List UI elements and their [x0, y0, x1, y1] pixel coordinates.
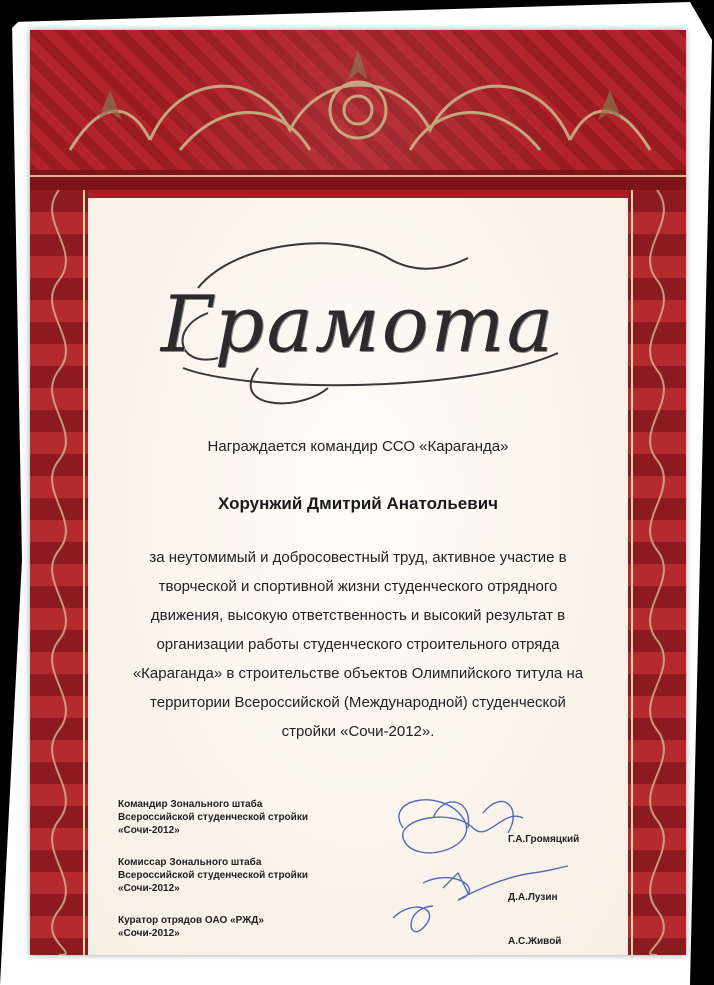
signatory-title: Всероссийской студенческой стройки	[118, 812, 308, 823]
title-block	[88, 218, 628, 408]
citation-line: стройки «Сочи-2012».	[281, 723, 435, 740]
certificate-title: Грамота	[160, 280, 556, 370]
ornamental-left-border	[30, 190, 88, 955]
ornamental-top-border	[30, 30, 686, 190]
recipient-name: Хорунжий Дмитрий Анатольевич	[217, 494, 499, 513]
citation-line: «Караганда» в строительстве объектов Олимпийского титула на	[132, 665, 584, 682]
certificate	[30, 30, 686, 955]
citation-line: за неутомимый и добросовестный труд, активное участие в	[149, 549, 567, 566]
awarded-line: Награждается командир ССО «Караганда»	[207, 438, 509, 455]
signatory-title: «Сочи-2012»	[118, 928, 180, 939]
handwritten-signatures	[373, 788, 573, 948]
certificate-paper	[88, 198, 628, 955]
signatory-title: Куратор отрядов ОАО «РЖД»	[118, 915, 264, 926]
ornament-pattern-icon	[30, 30, 686, 190]
signatory-name: Д.А.Лузин	[508, 892, 558, 903]
citation-line: движения, высокую ответственность и высокий результат в	[150, 607, 566, 624]
signatory-name: А.С.Живой	[508, 936, 562, 947]
signatory-title: Комиссар Зонального штаба	[118, 857, 262, 868]
citation-line: творческой и спортивной жизни студенческого отрядного	[158, 578, 558, 595]
citation-line: территории Всероссийской (Международной) студенческой	[150, 694, 566, 711]
signatory-title: «Сочи-2012»	[118, 883, 180, 894]
signatory-name: Г.А.Громяцкий	[508, 834, 580, 845]
signatories-block	[118, 798, 618, 955]
signatory-title: Командир Зонального штаба	[118, 799, 263, 810]
signatory-title: Всероссийской студенческой стройки	[118, 870, 308, 881]
signatory-title: «Сочи-2012»	[118, 825, 180, 836]
citation-text	[128, 543, 588, 746]
citation-line: организации работы студенческого строительного отряда	[156, 636, 560, 653]
ornamental-right-border	[628, 190, 686, 955]
